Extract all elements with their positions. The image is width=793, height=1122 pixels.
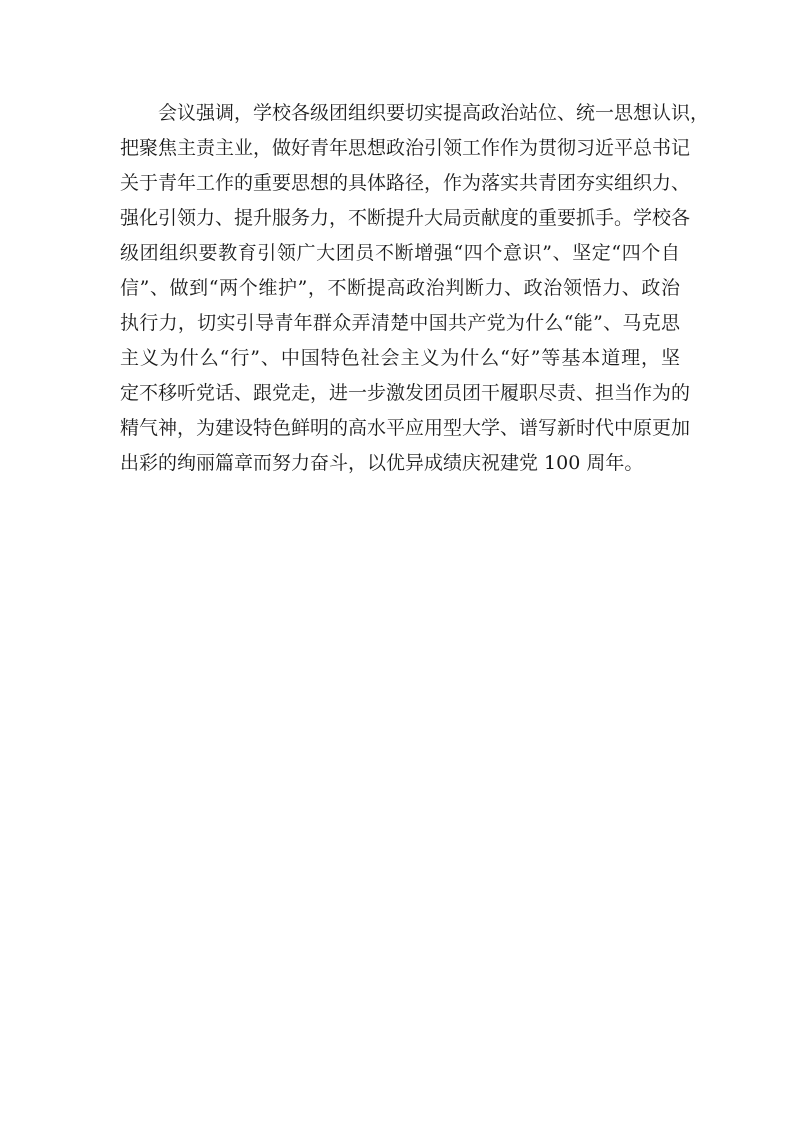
paragraph-line: 信”、做到“两个维护”，不断提高政治判断力、政治领悟力、政治 xyxy=(120,277,680,299)
paragraph-line: 定不移听党话、跟党走，进一步激发团员团干履职尽责、担当作为的 xyxy=(120,382,691,404)
paragraph-line: 会议强调，学校各级团组织要切实提高政治站位、统一思想认识， xyxy=(158,102,710,124)
paragraph-line: 强化引领力、提升服务力，不断提升大局贡献度的重要抓手。学校各 xyxy=(120,207,691,229)
paragraph-line: 出彩的绚丽篇章而努力奋斗，以优异成绩庆祝建党 100 周年。 xyxy=(120,452,644,474)
paragraph-line: 执行力，切实引导青年群众弄清楚中国共产党为什么“能”、马克思 xyxy=(120,312,680,334)
paragraph-line: 关于青年工作的重要思想的具体路径，作为落实共青团夯实组织力、 xyxy=(120,172,691,194)
paragraph-line: 级团组织要教育引领广大团员不断增强“四个意识”、坚定“四个自 xyxy=(120,242,680,264)
paragraph-line: 主义为什么“行”、中国特色社会主义为什么“好”等基本道理，坚 xyxy=(120,347,680,369)
paragraph-line: 把聚焦主责主业，做好青年思想政治引领工作作为贯彻习近平总书记 xyxy=(120,137,691,159)
body-paragraph xyxy=(120,96,710,481)
paragraph-line: 精气神，为建设特色鲜明的高水平应用型大学、谱写新时代中原更加 xyxy=(120,417,691,439)
